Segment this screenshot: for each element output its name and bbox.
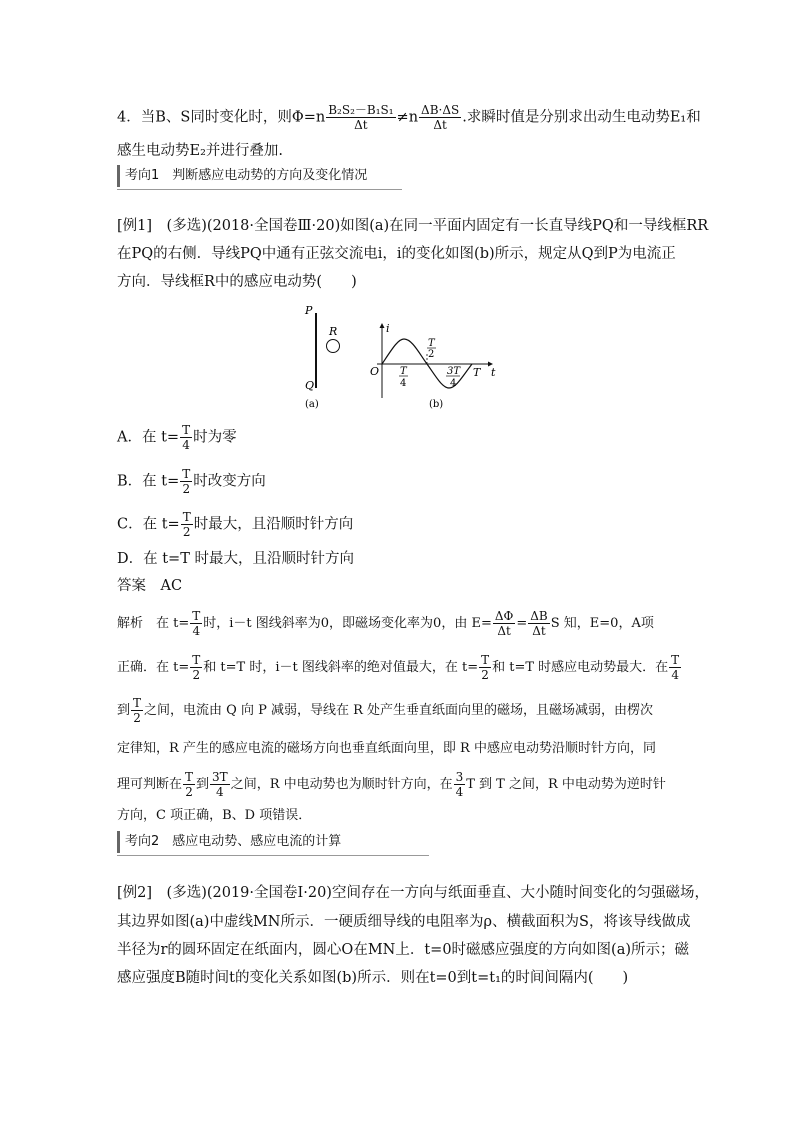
caption-a: (a) <box>305 399 319 410</box>
fraction: $\frac{T}{4}$ <box>182 423 191 452</box>
analysis-line1: 解析 在 t= $\frac{T}{4}$ 时，i－t 图线斜率为0，即磁场变化率为0，由 E= $\frac{\Delta\Phi}{\Delta t}$ = $\frac{\Delta B}{\Delta t}$ S 知，E=0，A项 <box>117 609 654 638</box>
example1-line2: 在PQ的右侧．导线PQ中通有正弦交流电i，i的变化如图(b)所示，规定从Q到P为电流正 <box>117 246 676 262</box>
analysis-line6: 方向，C 项正确，B、D 项错误． <box>117 808 312 823</box>
fraction: $\frac{T}{2}$ <box>133 696 142 725</box>
label-Q: Q <box>305 379 315 392</box>
fraction: $\frac{T}{4}$ <box>192 609 201 638</box>
section-heading-2: 考向2 感应电动势、感应电流的计算 <box>117 831 341 853</box>
fraction: $\frac{T}{2}$ <box>192 653 201 682</box>
option-C: C．在 t= $\frac{T}{2}$ 时最大，且沿顺时针方向 <box>117 510 354 539</box>
option-A: A．在 t= $\frac{T}{4}$ 时为零 <box>117 423 237 452</box>
loop-R <box>327 340 340 353</box>
label-i: i <box>386 322 390 335</box>
fraction: $\frac{T}{2}$ <box>185 770 194 799</box>
fraction: $\frac{\Delta\Phi}{\Delta t}$ <box>494 609 514 638</box>
example2-line1: [例2] (多选)(2019·全国卷Ⅰ·20)空间存在一方向与纸面垂直、大小随时间变化的匀强磁场， <box>117 885 709 901</box>
label-R: R <box>329 325 338 338</box>
fraction: $\frac{3T}{4}$ <box>212 770 228 799</box>
fraction: $\frac{T}{2}$ <box>182 467 191 496</box>
fraction: $\frac{3}{4}$ <box>455 770 464 799</box>
label-3T4-den: 4 <box>450 378 457 389</box>
label-O: O <box>370 365 380 378</box>
option-D: D．在 t=T 时最大，且沿顺时针方向 <box>117 551 354 567</box>
analysis-line3: 到 $\frac{T}{2}$ 之间，电流由 Q 向 P 减弱，导线在 R 处产生垂直纸面向里的磁场，且磁场减弱，由楞次 <box>117 696 654 725</box>
analysis-line5: 理可判断在 $\frac{T}{2}$ 到 $\frac{3T}{4}$ 之间，R 中电动势也为顺时针方向，在 $\frac{3}{4}$ T 到 T 之间，R 中电动势为逆时针 <box>117 770 666 799</box>
option-B: B．在 t= $\frac{T}{2}$ 时改变方向 <box>117 467 266 496</box>
section-marker <box>117 831 120 853</box>
fraction: $\frac{T}{4}$ <box>671 653 680 682</box>
section-heading-1: 考向1 判断感应电动势的方向及变化情况 <box>117 165 367 187</box>
i-axis-arrow <box>380 323 385 328</box>
label-T2-den: 2 <box>428 349 435 360</box>
label-3T4-num: 3T <box>447 366 461 377</box>
fraction: $\frac{T}{2}$ <box>182 510 191 539</box>
fraction: $\frac{T}{2}$ <box>481 653 490 682</box>
item4-line1: 4．当B、S同时变化时，则Φ=n $\frac{\text{B₂S₂－B₁S₁}}{\Delta t}$ ≠n $\frac{\Delta B\cdot\Delta S}{\Delta t}$ .求瞬时值是分别求出动生电动势E₁和 <box>117 103 701 132</box>
figure-ab <box>295 298 505 413</box>
section-rule <box>117 189 402 190</box>
section-rule <box>117 855 429 856</box>
fraction: $\frac{\Delta B}{\Delta t}$ <box>530 609 548 638</box>
label-T2-num: T <box>428 338 435 349</box>
example1-line1: [例1] (多选)(2018·全国卷Ⅲ·20)如图(a)在同一平面内固定有一长直导线PQ和一导线框RR <box>117 218 709 234</box>
example2-line3: 半径为r的圆环固定在纸面内，圆心O在MN上．t=0时磁感应强度的方向如图(a)所示；磁 <box>117 942 690 958</box>
answer: 答案 AC <box>117 578 183 594</box>
label-t: t <box>491 366 496 379</box>
label-T4-num: T <box>400 366 407 377</box>
example2-line4: 感应强度B随时间t的变化关系如图(b)所示．则在t=0到t=t₁的时间间隔内( ) <box>117 970 629 986</box>
fraction: $\frac{\Delta B\cdot\Delta S}{\Delta t}$ <box>421 103 460 132</box>
caption-b: (b) <box>429 399 444 410</box>
label-T: T <box>473 366 481 379</box>
phi-symbol: Φ <box>291 109 304 126</box>
example2-line2: 其边界如图(a)中虚线MN所示．一硬质细导线的电阻率为ρ、横截面积为S，将该导线做成 <box>117 914 691 930</box>
fraction: $\frac{\text{B₂S₂－B₁S₁}}{\Delta t}$ <box>328 103 394 132</box>
example1-line3: 方向．导线框R中的感应电动势( ) <box>117 274 357 290</box>
label-T4-den: 4 <box>400 378 407 389</box>
analysis-line4: 定律知，R 产生的感应电流的磁场方向也垂直纸面向里，即 R 中感应电动势沿顺时针方向，同 <box>117 741 656 756</box>
label-P: P <box>305 304 313 317</box>
analysis-line2: 正确．在 t= $\frac{T}{2}$ 和 t=T 时，i－t 图线斜率的绝对值最大，在 t= $\frac{T}{2}$ 和 t=T 时感应电动势最大．在 $\frac{T}{4}$ <box>117 653 680 682</box>
item4-line2: 感生电动势E₂并进行叠加. <box>117 143 284 159</box>
section-marker <box>117 165 120 187</box>
